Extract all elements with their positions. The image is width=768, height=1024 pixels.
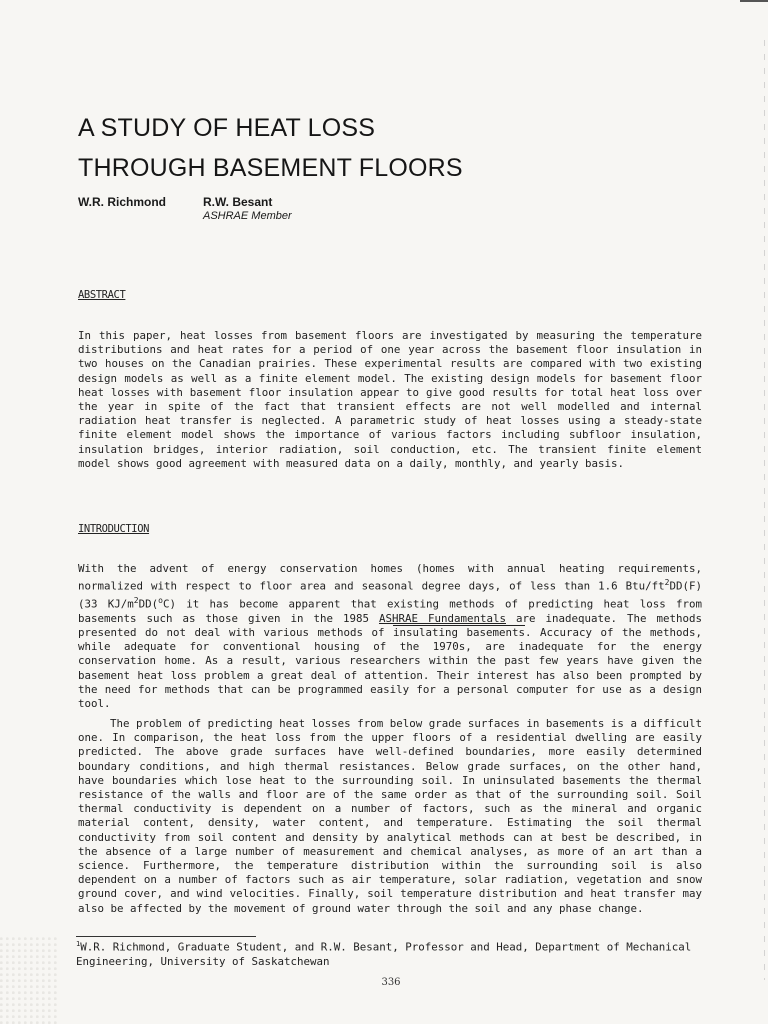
superscript: o — [158, 596, 163, 605]
intro-text-run: C) it has become apparent that existing methods of predicting heat loss from basements such as those given in the 1985 — [78, 597, 702, 625]
title-line-2: THROUGH BASEMENT FLOORS — [78, 154, 463, 182]
intro-paragraph-1 — [78, 562, 702, 711]
intro-text-run: DD(F) (33 KJ/m — [78, 579, 702, 611]
footnote-text: W.R. Richmond, Graduate Student, and R.W. Besant, Professor and Head, Department of Mechanical Engineering, University of Saskatchewan — [76, 940, 692, 968]
abstract-heading: ABSTRACT — [78, 289, 126, 301]
intro-text-run: With the advent of energy conservation homes (homes with annual heating requirements, normalized with respect to floor area and seasonal degree days, of less than 1.6 Btu/ft — [78, 562, 702, 593]
superscript: 2 — [664, 578, 670, 588]
intro-text-run: are inadequate. The methods presented do not deal with various methods of — [78, 611, 702, 639]
introduction-heading: INTRODUCTION — [78, 523, 150, 535]
paper-title — [78, 108, 678, 188]
footnote-marker: 1 — [76, 940, 81, 948]
intro-text-run: . Accuracy of the methods, while adequate for conventional housing of the 1970s, are inadequate for the energy conservation home. As a result, various researchers within the past few years have given the basement heat loss problem a great deal of attention. Their interest has also been prompted by the need for methods that can be programmed easily for a personal computer for use as a design tool. — [78, 626, 702, 711]
footnote — [76, 937, 702, 969]
author-name: W.R. Richmond — [78, 195, 166, 209]
intro-paragraph-2: The problem of predicting heat losses from below grade surfaces in basements is a difficult one. In comparison, the heat loss from the upper floors of a residential dwelling are easily predicted. The above grade surfaces have well-defined boundaries, more easily determined boundary conditions, and high thermal resistances. Below grade surfaces, on the other hand, have boundaries which lose heat to the surrounding soil. In uninsulated basements the thermal resistance of the walls and floor are of the same order as that of the surrounding soil. Soil thermal conductivity is dependent on a number of factors, such as the mineral and organic material content, density, water content, and temperature. Estimating the soil thermal conductivity from soil content and density by analytical methods can at best be described, in the absence of a large number of measurement and chemical analyses, as more of an art than a science. Furthermore, the temperature distribution within the surrounding soil is also dependent on a number of factors such as air temperature, solar radiation, vegetation and snow ground cover, and wind velocities. Finally, soil temperature distribution and heat transfer may also be affected by the movement of ground water through the soil and any phase change. — [78, 717, 702, 915]
author-affiliation: ASHRAE Member — [203, 210, 292, 222]
marked-phrase: insulating basements — [392, 626, 525, 639]
author-name: R.W. Besant — [203, 195, 273, 209]
intro-text-run: DD( — [138, 597, 159, 611]
title-line-1: A STUDY OF HEAT LOSS — [78, 114, 376, 142]
scan-noise — [0, 934, 60, 1024]
scan-edge — [764, 40, 765, 980]
superscript: 2 — [133, 596, 139, 605]
page-corner-rule — [740, 0, 768, 2]
abstract-text: In this paper, heat losses from basement floors are investigated by measuring the temperature distributions and heat rates for a period of one year across the basement floor insulation in two houses on the Canadian prairies. These experimental results are compared with two existing design models as well as a finite element model. The existing design models for basement floor heat losses with basement floor insulation appear to give good results for total heat loss over the year in spite of the fact that transient effects are not well modelled and internal radiation heat transfer is neglected. A parametric study of heat losses using a steady-state finite element model shows the importance of various factors including subfloor insulation, insulation bridges, interior radiation, soil conduction, etc. The transient finite element model shows good agreement with measured data on a daily, monthly, and yearly basis. — [78, 329, 702, 470]
reference-underlined: ASHRAE Fundamentals — [378, 611, 506, 625]
page-number: 336 — [381, 977, 401, 988]
